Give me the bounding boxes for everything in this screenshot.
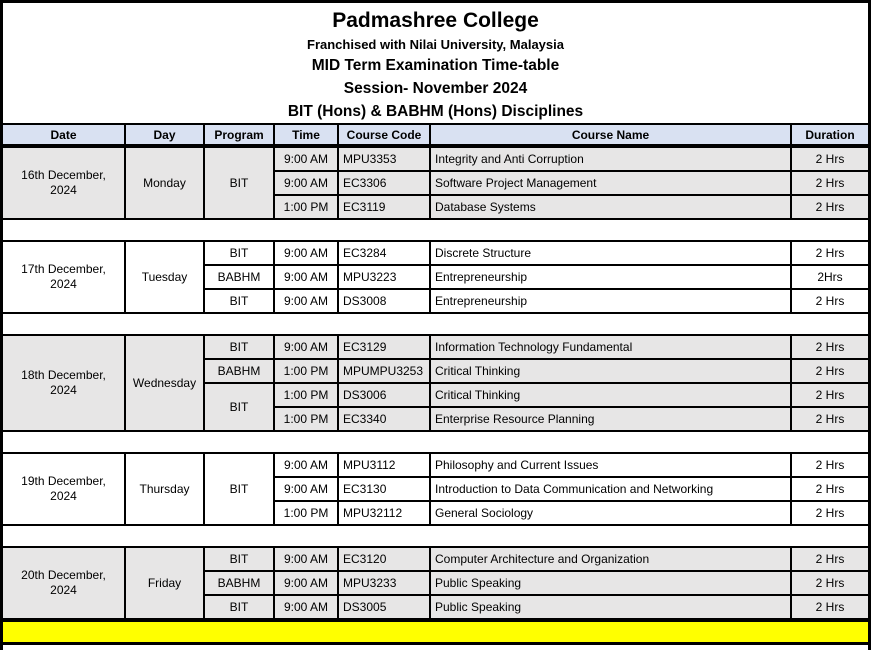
date-line1: 17th December, xyxy=(21,262,106,276)
spacer-row xyxy=(3,314,868,334)
program-cell: BIT xyxy=(204,335,274,359)
program-cell: BIT xyxy=(204,241,274,265)
program-cell: BIT xyxy=(204,383,274,431)
program-cell: BIT xyxy=(204,453,274,525)
franchise-line: Franchised with Nilai University, Malaysia xyxy=(307,37,564,52)
course-name-cell: Public Speaking xyxy=(430,595,791,619)
time-cell: 9:00 AM xyxy=(274,289,338,313)
exam-title: MID Term Examination Time-table xyxy=(311,57,560,74)
day-cell: Tuesday xyxy=(125,241,204,313)
day-cell: Thursday xyxy=(125,453,204,525)
time-cell: 9:00 AM xyxy=(274,477,338,501)
date-cell xyxy=(3,453,125,525)
duration-cell: 2 Hrs xyxy=(791,407,868,431)
day-cell: Friday xyxy=(125,547,204,619)
course-name-cell: Software Project Management xyxy=(430,171,791,195)
course-code-cell: EC3306 xyxy=(338,171,430,195)
date-cell xyxy=(3,547,125,619)
time-cell: 9:00 AM xyxy=(274,547,338,571)
course-name-cell: Information Technology Fundamental xyxy=(430,335,791,359)
day-block-friday xyxy=(3,546,868,620)
day-block-wednesday xyxy=(3,334,868,432)
col-header-course-code: Course Code xyxy=(338,124,430,145)
duration-cell: 2 Hrs xyxy=(791,195,868,219)
course-code-cell: DS3008 xyxy=(338,289,430,313)
exam-row xyxy=(3,453,868,477)
time-cell: 9:00 AM xyxy=(274,147,338,171)
col-header-program: Program xyxy=(204,124,274,145)
course-name-cell: Enterprise Resource Planning xyxy=(430,407,791,431)
course-code-cell: DS3005 xyxy=(338,595,430,619)
course-name-cell: Computer Architecture and Organization xyxy=(430,547,791,571)
spacer-row xyxy=(3,526,868,546)
course-code-cell: MPU3353 xyxy=(338,147,430,171)
course-code-cell: MPUMPU3253 xyxy=(338,359,430,383)
course-code-cell: EC3340 xyxy=(338,407,430,431)
program-cell: BIT xyxy=(204,289,274,313)
column-header-row xyxy=(3,124,868,145)
duration-cell: 2 Hrs xyxy=(791,477,868,501)
duration-cell: 2 Hrs xyxy=(791,335,868,359)
course-code-cell: MPU32112 xyxy=(338,501,430,525)
time-cell: 1:00 PM xyxy=(274,407,338,431)
date-cell xyxy=(3,241,125,313)
program-cell: BIT xyxy=(204,547,274,571)
date-line2: 2024 xyxy=(50,489,77,503)
col-header-day: Day xyxy=(125,124,204,145)
date-line1: 18th December, xyxy=(21,368,106,382)
duration-cell: 2 Hrs xyxy=(791,453,868,477)
time-cell: 1:00 PM xyxy=(274,195,338,219)
day-block-monday xyxy=(3,146,868,220)
date-line2: 2024 xyxy=(50,583,77,597)
course-code-cell: EC3119 xyxy=(338,195,430,219)
program-cell: BABHM xyxy=(204,571,274,595)
course-name-cell: Philosophy and Current Issues xyxy=(430,453,791,477)
time-cell: 1:00 PM xyxy=(274,359,338,383)
course-code-cell: MPU3112 xyxy=(338,453,430,477)
time-cell: 9:00 AM xyxy=(274,241,338,265)
day-cell: Monday xyxy=(125,147,204,219)
disciplines-line: BIT (Hons) & BABHM (Hons) Disciplines xyxy=(287,103,584,120)
duration-cell: 2Hrs xyxy=(791,265,868,289)
date-line1: 19th December, xyxy=(21,474,106,488)
course-name-cell: Critical Thinking xyxy=(430,359,791,383)
time-cell: 9:00 AM xyxy=(274,171,338,195)
course-name-cell: Discrete Structure xyxy=(430,241,791,265)
exam-row xyxy=(3,547,868,571)
date-cell xyxy=(3,147,125,219)
course-code-cell: EC3130 xyxy=(338,477,430,501)
time-cell: 9:00 AM xyxy=(274,335,338,359)
exam-row xyxy=(3,241,868,265)
college-name: Padmashree College xyxy=(332,9,539,32)
duration-cell: 2 Hrs xyxy=(791,147,868,171)
course-name-cell: Entrepreneurship xyxy=(430,289,791,313)
course-code-cell: MPU3233 xyxy=(338,571,430,595)
spacer-row xyxy=(3,432,868,452)
program-cell: BABHM xyxy=(204,265,274,289)
duration-cell: 2 Hrs xyxy=(791,595,868,619)
column-header-table xyxy=(3,123,868,146)
time-cell: 9:00 AM xyxy=(274,265,338,289)
time-cell: 9:00 AM xyxy=(274,453,338,477)
course-name-cell: Introduction to Data Communication and Networking xyxy=(430,477,791,501)
course-name-cell: Database Systems xyxy=(430,195,791,219)
day-cell: Wednesday xyxy=(125,335,204,431)
exam-row xyxy=(3,147,868,171)
col-header-duration: Duration xyxy=(791,124,868,145)
course-name-cell: Public Speaking xyxy=(430,571,791,595)
date-line2: 2024 xyxy=(50,383,77,397)
program-cell: BABHM xyxy=(204,359,274,383)
spacer-row xyxy=(3,220,868,240)
time-cell: 1:00 PM xyxy=(274,501,338,525)
duration-cell: 2 Hrs xyxy=(791,383,868,407)
program-cell: BIT xyxy=(204,595,274,619)
course-name-cell: Critical Thinking xyxy=(430,383,791,407)
col-header-time: Time xyxy=(274,124,338,145)
time-cell: 9:00 AM xyxy=(274,571,338,595)
course-code-cell: EC3120 xyxy=(338,547,430,571)
program-cell: BIT xyxy=(204,147,274,219)
course-name-cell: Entrepreneurship xyxy=(430,265,791,289)
exam-row xyxy=(3,335,868,359)
duration-cell: 2 Hrs xyxy=(791,547,868,571)
time-cell: 9:00 AM xyxy=(274,595,338,619)
date-line1: 16th December, xyxy=(21,168,106,182)
course-code-cell: EC3129 xyxy=(338,335,430,359)
time-cell: 1:00 PM xyxy=(274,383,338,407)
duration-cell: 2 Hrs xyxy=(791,501,868,525)
session-line: Session- November 2024 xyxy=(343,80,528,97)
course-name-cell: Integrity and Anti Corruption xyxy=(430,147,791,171)
title-block xyxy=(3,3,868,123)
duration-cell: 2 Hrs xyxy=(791,571,868,595)
highlight-bar xyxy=(3,620,868,645)
course-code-cell: DS3006 xyxy=(338,383,430,407)
course-code-cell: EC3284 xyxy=(338,241,430,265)
duration-cell: 2 Hrs xyxy=(791,359,868,383)
course-code-cell: MPU3223 xyxy=(338,265,430,289)
duration-cell: 2 Hrs xyxy=(791,289,868,313)
date-line2: 2024 xyxy=(50,183,77,197)
date-line1: 20th December, xyxy=(21,568,106,582)
day-block-thursday xyxy=(3,452,868,526)
day-block-tuesday xyxy=(3,240,868,314)
date-line2: 2024 xyxy=(50,277,77,291)
duration-cell: 2 Hrs xyxy=(791,171,868,195)
col-header-date: Date xyxy=(3,124,125,145)
col-header-course-name: Course Name xyxy=(430,124,791,145)
date-cell xyxy=(3,335,125,431)
course-name-cell: General Sociology xyxy=(430,501,791,525)
duration-cell: 2 Hrs xyxy=(791,241,868,265)
